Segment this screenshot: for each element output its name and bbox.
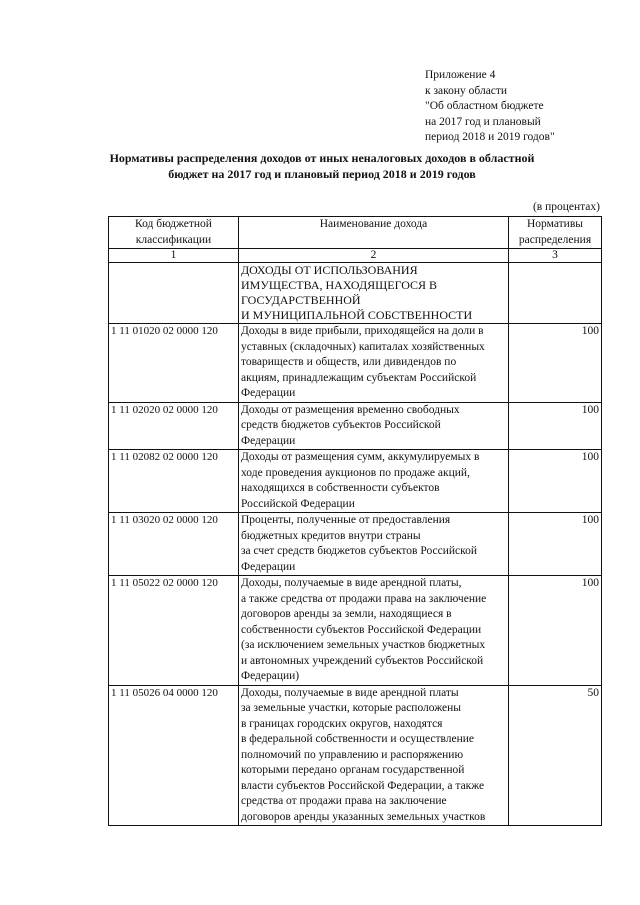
income-name-line: акциям, принадлежащим субъектам Российской <box>241 371 477 384</box>
income-name <box>239 324 509 403</box>
table-row <box>109 324 602 403</box>
income-name <box>239 685 509 826</box>
income-name <box>239 402 509 450</box>
column-number: 2 <box>239 249 509 263</box>
income-name-line: бюджетных кредитов внутри страны <box>241 529 421 542</box>
table-row <box>109 402 602 450</box>
income-name-line: договоров аренды указанных земельных участков <box>241 810 486 823</box>
income-name-line: договоров аренды за земли, находящиеся в <box>241 608 452 620</box>
distribution-norm: 100 <box>509 513 602 576</box>
distribution-norm: 100 <box>509 324 602 403</box>
title-line: Нормативы распределения доходов от иных неналоговых доходов в областной <box>109 151 535 165</box>
column-number: 1 <box>109 249 239 263</box>
income-name-line: власти субъектов Российской Федерации, а также <box>241 779 485 792</box>
header-code: Код бюджетной классификации <box>109 217 239 249</box>
income-name-line: в границах городских округов, находятся <box>241 717 443 730</box>
distribution-norm: 100 <box>509 402 602 450</box>
income-name-line: средства от продажи права на заключение <box>241 795 447 807</box>
income-name-line: товариществ и обществ, или дивидендов по <box>241 356 457 368</box>
norms-table <box>108 216 602 826</box>
income-name-line: за счет средств бюджетов субъектов Российской <box>241 545 478 557</box>
income-name-line: а также средства от продажи права на заключение <box>241 592 487 605</box>
income-name-line: за земельные участки, которые расположены <box>241 702 462 714</box>
appendix-line: Приложение 4 <box>425 69 496 81</box>
income-name <box>239 576 509 686</box>
table-row <box>109 576 602 686</box>
income-name-line: Доходы от размещения временно свободных <box>241 403 460 416</box>
section-code-empty <box>109 263 239 324</box>
income-name-line: Федерации <box>241 387 296 399</box>
income-name-line: которыми передано органам государственной <box>241 764 465 776</box>
distribution-norm: 100 <box>509 450 602 513</box>
income-name-line: в федеральной собственности и осуществление <box>241 733 475 745</box>
section-line: И МУНИЦИПАЛЬНОЙ СОБСТВЕННОСТИ <box>241 308 473 322</box>
title-line: бюджет на 2017 год и плановый период 2018 и 2019 годов <box>168 167 476 181</box>
income-name-line: Федерации <box>241 434 296 447</box>
income-name-line: Федерации) <box>241 670 300 682</box>
income-name <box>239 450 509 513</box>
table-row <box>109 450 602 513</box>
income-name-line: Доходы, получаемые в виде арендной платы <box>241 686 459 699</box>
income-name-line: ходе проведения аукционов по продаже акций, <box>241 466 470 479</box>
income-name-line: и автономных учреждений субъектов Российской <box>241 654 484 667</box>
document-title <box>90 150 554 182</box>
income-name-line: Федерации <box>241 560 296 573</box>
column-number-row <box>109 249 602 263</box>
header-norm: Нормативы распределения <box>509 217 602 249</box>
appendix-line: на 2017 год и плановый <box>425 115 541 128</box>
budget-code: 1 11 02082 02 0000 120 <box>109 450 239 513</box>
appendix-line: "Об областном бюджете <box>425 100 544 112</box>
income-name-line: собственности субъектов Российской Федерации <box>241 623 482 636</box>
section-line: ДОХОДЫ ОТ ИСПОЛЬЗОВАНИЯ <box>241 263 418 277</box>
header-row <box>109 217 602 249</box>
budget-code: 1 11 05026 04 0000 120 <box>109 685 239 826</box>
header-name: Наименование дохода <box>239 217 509 249</box>
income-name-line: находящихся в собственности субъектов <box>241 482 440 494</box>
income-name-line: уставных (складочных) капиталах хозяйственных <box>241 340 485 353</box>
appendix-block <box>425 68 555 146</box>
section-title <box>239 263 509 324</box>
appendix-line: к закону области <box>425 84 508 97</box>
budget-code: 1 11 02020 02 0000 120 <box>109 402 239 450</box>
section-row <box>109 263 602 324</box>
income-name <box>239 513 509 576</box>
income-name-line: Доходы в виде прибыли, приходящейся на доли в <box>241 325 484 337</box>
table-row <box>109 685 602 826</box>
column-number: 3 <box>509 249 602 263</box>
distribution-norm: 50 <box>509 685 602 826</box>
income-name-line: (за исключением земельных участков бюджетных <box>241 639 486 651</box>
income-name-line: Доходы от размещения сумм, аккумулируемых в <box>241 451 480 463</box>
budget-code: 1 11 03020 02 0000 120 <box>109 513 239 576</box>
units-note: (в процентах) <box>532 201 600 213</box>
distribution-norm: 100 <box>509 576 602 686</box>
income-name-line: средств бюджетов субъектов Российской <box>241 419 441 431</box>
section-line: ИМУЩЕСТВА, НАХОДЯЩЕГОСЯ В <box>241 278 438 292</box>
income-name-line: Российской Федерации <box>241 497 355 510</box>
income-name-line: полномочий по управлению и распоряжению <box>241 748 464 761</box>
income-name-line: Доходы, получаемые в виде арендной платы, <box>241 577 462 589</box>
section-line: ГОСУДАРСТВЕННОЙ <box>241 293 361 307</box>
budget-code: 1 11 01020 02 0000 120 <box>109 324 239 403</box>
budget-code: 1 11 05022 02 0000 120 <box>109 576 239 686</box>
table-row <box>109 513 602 576</box>
appendix-line: период 2018 и 2019 годов" <box>425 131 555 143</box>
section-norm-empty <box>509 263 602 324</box>
income-name-line: Проценты, полученные от предоставления <box>241 514 451 526</box>
